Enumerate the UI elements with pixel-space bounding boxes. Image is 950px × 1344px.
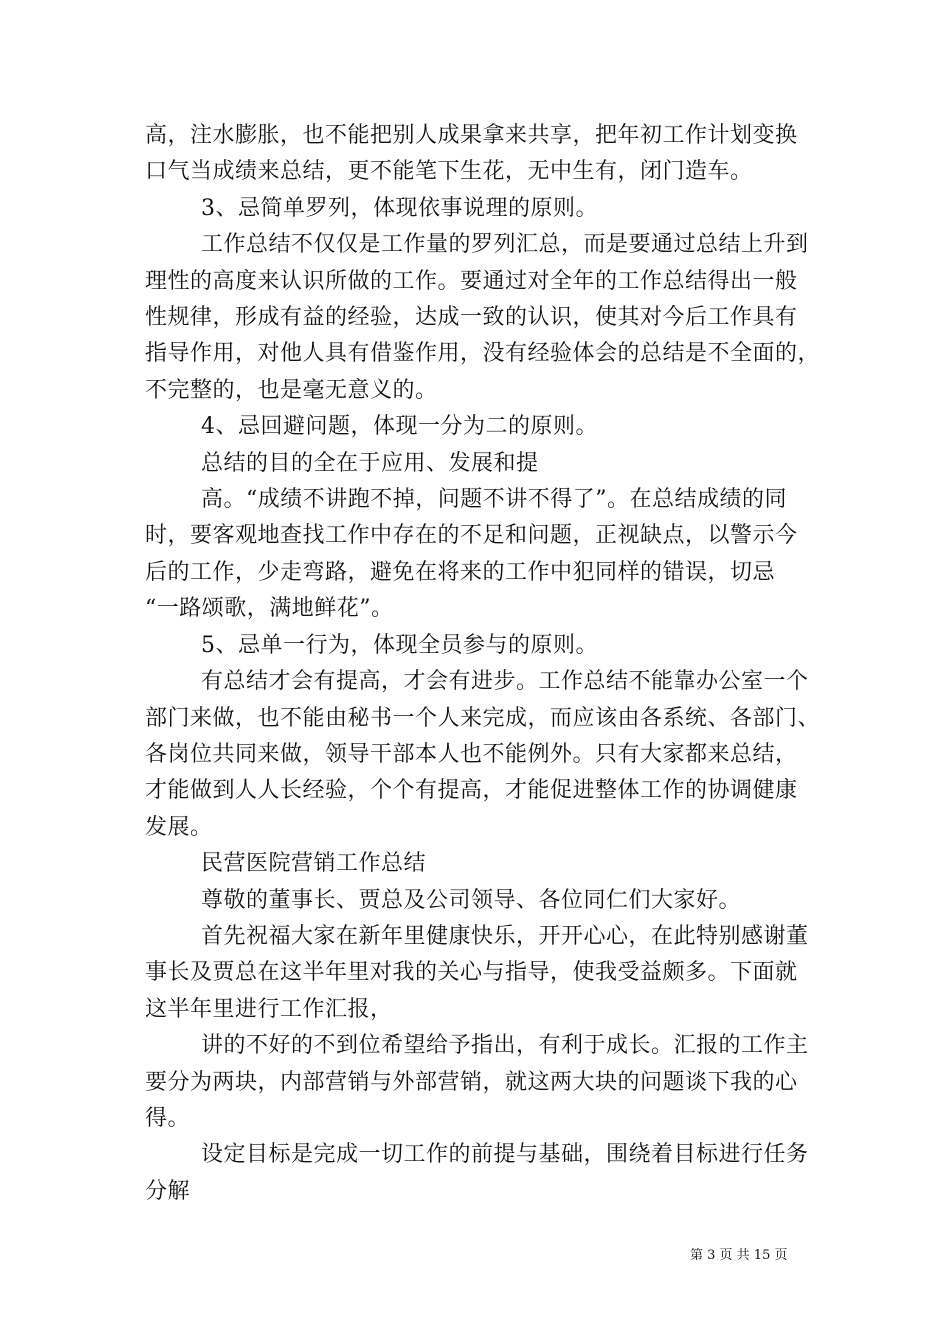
- text-line: 讲的不好的不到位希望给予指出，有利于成长。汇报的工作主: [201, 1033, 809, 1059]
- text-line: 高，注水膨胀，也不能把别人成果拿来共享，把年初工作计划变换: [145, 123, 798, 148]
- text-line: 理性的高度来认识所做的工作。要通过对全年的工作总结得出一般: [145, 268, 798, 294]
- section-heading: 4、忌回避问题，体现一分为二的原则。: [201, 414, 598, 440]
- text-line: 高。“成绩不讲跑不掉，问题不讲不得了”。在总结成绩的同: [201, 487, 787, 513]
- section-heading: 3、忌简单罗列，体现依事说理的原则。: [201, 195, 598, 221]
- text-line: 指导作用，对他人具有借鉴作用，没有经验体会的总结是不全面的，: [145, 341, 821, 367]
- text-line: 性规律，形成有益的经验，达成一致的认识，使其对今后工作具有: [145, 305, 798, 331]
- document-body: [145, 118, 825, 1210]
- text-line: 发展。: [145, 814, 213, 840]
- section-heading: 5、忌单一行为，体现全员参与的原则。: [201, 632, 598, 658]
- text-line: 后的工作，少走弯路，避免在将来的工作中犯同样的错误，切忌: [145, 559, 776, 585]
- text-line: “一路颂歌，满地鲜花”。: [145, 596, 394, 622]
- text-line: 工作总结不仅仅是工作量的罗列汇总，而是要通过总结上升到: [201, 232, 809, 258]
- text-line: 分解: [145, 1178, 191, 1204]
- text-line: 设定目标是完成一切工作的前提与基础，围绕着目标进行任务: [201, 1142, 809, 1168]
- salutation: 尊敬的董事长、贾总及公司领导、各位同仁们大家好。: [201, 887, 742, 913]
- text-line: 才能做到人人长经验，个个有提高，才能促进整体工作的协调健康: [145, 778, 798, 804]
- text-line: 时，要客观地查找工作中存在的不足和问题，正视缺点，以警示今: [145, 523, 798, 549]
- text-line: 这半年里进行工作汇报，: [145, 996, 393, 1022]
- text-line: 各岗位共同来做，领导干部本人也不能例外。只有大家都来总结，: [145, 741, 798, 767]
- document-title: 民营医院营销工作总结: [201, 851, 427, 877]
- text-line: 有总结才会有提高，才会有进步。工作总结不能靠办公室一个: [201, 669, 809, 695]
- text-line: 总结的目的全在于应用、发展和提: [201, 450, 539, 476]
- text-line: 得。: [145, 1105, 191, 1131]
- page-number-footer: 第 3 页 共 15 页: [690, 1248, 788, 1263]
- text-line: 首先祝福大家在新年里健康快乐，开开心心，在此特别感谢董: [201, 923, 809, 949]
- text-line: 事长及贾总在这半年里对我的关心与指导，使我受益颇多。下面就: [145, 960, 798, 986]
- text-line: 部门来做，也不能由秘书一个人来完成，而应该由各系统、各部门、: [145, 705, 821, 731]
- text-line: 要分为两块，内部营销与外部营销，就这两大块的问题谈下我的心: [145, 1069, 798, 1095]
- text-line: 口气当成绩来总结，更不能笔下生花，无中生有，闭门造车。: [145, 159, 753, 185]
- text-line: 不完整的，也是毫无意义的。: [145, 377, 438, 403]
